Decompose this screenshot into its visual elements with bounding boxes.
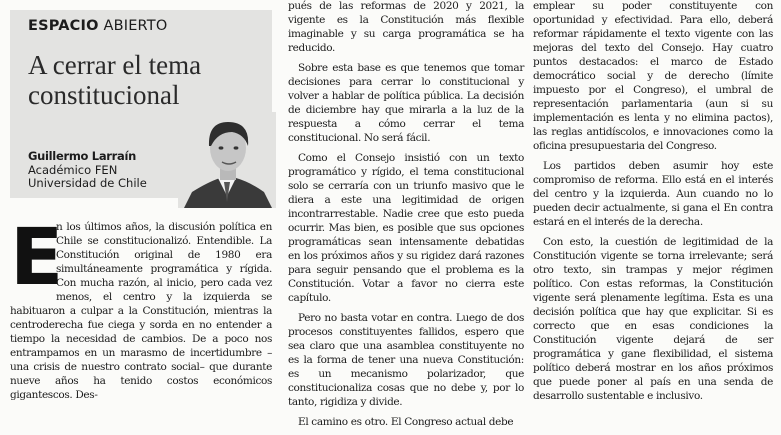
column-2	[288, 0, 524, 435]
column-1	[10, 213, 272, 408]
paragraph: emplear su poder constituyente con oportunidad y efectividad. Para ello, deberá reformar rápidamente el texto vigente con las mejoras del texto del Consejo. Hay cuatro puntos destacados: el marco de Estado democrático social y de derecho (límite impuesto por el Congreso), el umbral de representación parlamentaria (aun si su implementación es lenta y no elimina pactos), las reglas antidíscolos, e innovaciones como la oficina presupuestaria del Congreso.	[533, 0, 773, 152]
paragraph: Como el Consejo insistió con un texto programático y rígido, el tema constitucional solo se cerraría con un triunfo masivo que le diera a este una legitimidad de origen incontrarrestable. Nadie cree que esto pueda ocurrir. Mas bien, es posible que sus opciones programáticas sean intensamente debatidas en los próximos años y su rigidez dará razones para seguir pensando que el problema es la Constitución. Votar a favor no cierra este capítulo.	[288, 152, 524, 304]
author-affiliation: Universidad de Chile	[28, 176, 147, 190]
paragraph: n los últimos años, la discusión política en Chile se constitucionalizó. Entendible. La Constitución original de 1980 era simultáneamente programática y rígida. Con mucha razón, al inicio, pero cada vez menos, el centro y la izquierda se habituaron a culpar a la Constitución, mientras la centroderecha fue ciega y sorda en no entender a tiempo la necesidad de cambios. De a poco nos entrampamos en un marasmo de incertidumbre –una crisis de nuestro contrato social– que durante nueve años ha tenido costos económicos gigantescos. Des-	[10, 221, 272, 401]
article-title: A cerrar el tema constitucional	[28, 50, 202, 110]
drop-cap: E	[10, 213, 63, 303]
paragraph: Sobre esta base es que tenemos que tomar decisiones para cerrar lo constitucional y volver a hablar de política pública. La decisión de diciembre hay que mirarla a la luz de la respuesta a cómo cerrar el tema constitucional. No será fácil.	[288, 62, 524, 144]
section-label	[28, 18, 167, 34]
author-photo	[178, 112, 276, 208]
section-label-bold: ESPACIO	[28, 18, 99, 34]
paragraph: Pero no basta votar en contra. Luego de dos procesos constituyentes fallidos, espero que sea claro que una asamblea constituyente no es la forma de tener una nueva Constitución: es un mecanismo polarizador, que constitucionaliza cosas que no debe y, por lo tanto, rigidiza y divide.	[288, 312, 524, 408]
paragraph: Los partidos deben asumir hoy este compromiso de reforma. Ello está en el interés del centro y la izquierda. Aun cuando no lo pueden decir actualmente, si gana el En contra estará en el interés de la derecha.	[533, 160, 773, 228]
column-3	[533, 0, 773, 409]
paragraph: Con esto, la cuestión de legitimidad de la Constitución vigente se torna irrelevante; será otro texto, sin trampas y mejor régimen político. Con estas reformas, la Constitución vigente será plenamente legítima. Esta es una decisión política que hay que explicitar. Si es correcto que en esas condiciones la Constitución vigente dejará de ser programática y gane flexibilidad, el sistema político deberá mostrar en los años próximos que puede poner al país en una senda de desarrollo sustentable e inclusivo.	[533, 236, 773, 402]
author-role: Académico FEN	[28, 162, 118, 177]
section-label-light: ABIERTO	[103, 18, 168, 34]
author-name: Guillermo Larraín	[28, 149, 137, 163]
header-box	[10, 10, 272, 198]
paragraph: El camino es otro. El Congreso actual debe	[298, 416, 514, 428]
paragraph: pués de las reformas de 2020 y 2021, la vigente es la Constitución más flexible imaginable y su carga programática se ha reducido.	[288, 0, 524, 54]
byline	[28, 150, 147, 191]
